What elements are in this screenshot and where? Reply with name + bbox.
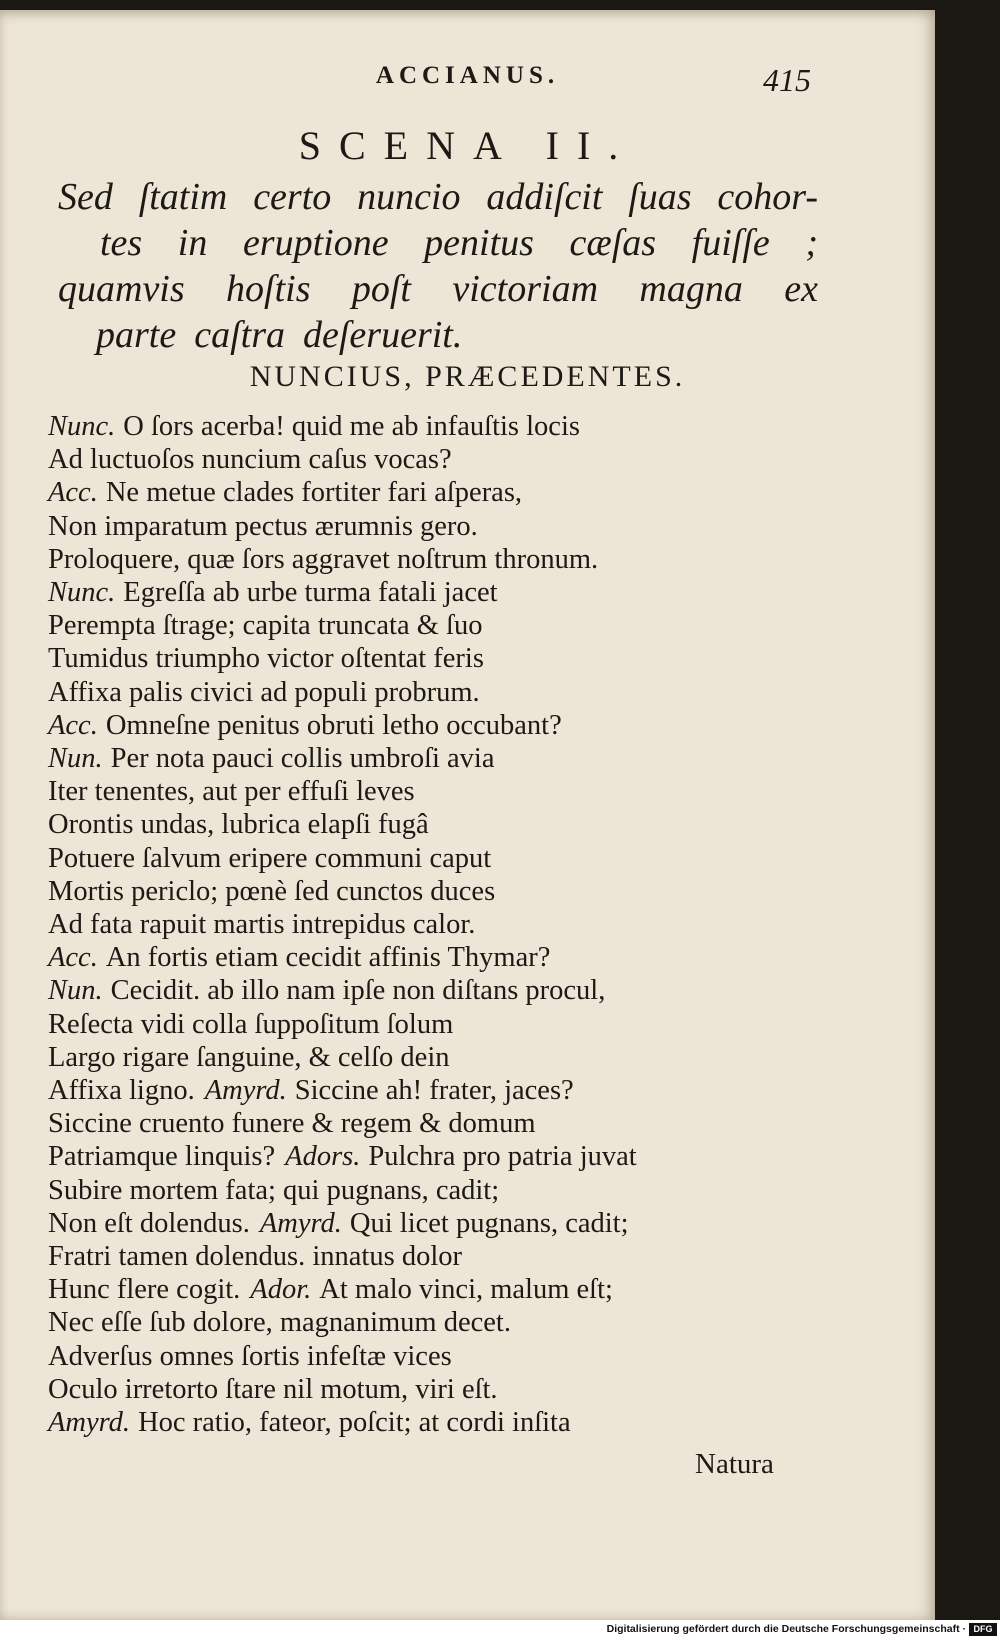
- argument-word: penitus: [424, 222, 534, 264]
- verse-text: Tumidus triumpho victor oſtentat feris: [48, 643, 484, 675]
- speaker-name: Adors.: [285, 1141, 361, 1173]
- verse-line: [48, 742, 848, 775]
- speaker-name: Amyrd.: [259, 1207, 342, 1239]
- verse-text: Ad fata rapuit martis intrepidus calor.: [48, 909, 476, 941]
- running-head: ACCIANUS.: [375, 62, 560, 89]
- speaker-name: Acc.: [48, 709, 98, 741]
- argument-line: [58, 174, 818, 220]
- speaker-name: Acc.: [48, 942, 98, 974]
- argument-word: caſtra: [194, 314, 285, 356]
- speaker-name: Amyrd.: [48, 1407, 131, 1439]
- verse-text: Pulchra pro patria juvat: [368, 1141, 637, 1173]
- scene-argument: [58, 174, 818, 358]
- digitization-footer: [0, 1620, 1000, 1640]
- argument-word: fuiſſe: [691, 222, 770, 264]
- speaker-name: Nun.: [48, 975, 103, 1007]
- verse-line: [48, 1273, 848, 1306]
- verse-text: Affixa palis civici ad populi probrum.: [48, 676, 480, 708]
- verse-line: [48, 609, 848, 642]
- argument-word: addiſcit: [486, 176, 603, 218]
- argument-word: ſtatim: [138, 176, 228, 218]
- verse-line: [48, 1406, 848, 1439]
- verse-text: Siccine cruento funere & regem & domum: [48, 1108, 536, 1140]
- verse-line: [48, 642, 848, 675]
- verse-line: [48, 1107, 848, 1140]
- verse-text: Siccine ah! frater, jaces?: [294, 1075, 574, 1107]
- verse-line: [48, 676, 848, 709]
- verse-line: [48, 1373, 848, 1406]
- argument-word: quamvis: [58, 268, 185, 310]
- speaker-name: Nunc.: [48, 411, 116, 442]
- footer-credit: Digitalisierung gefördert durch die Deutsche Forschungsgemeinschaft ·: [606, 1623, 966, 1635]
- verse-block: [48, 410, 848, 1439]
- argument-word: in: [177, 222, 208, 264]
- verse-line: [48, 1240, 848, 1273]
- argument-word: eruptione: [242, 222, 389, 264]
- verse-text: Mortis periclo; pœnè ſed cunctos duces: [48, 875, 496, 907]
- verse-text: Ne metue clades fortiter fari aſperas,: [105, 477, 523, 509]
- argument-word: ſuas: [628, 176, 692, 218]
- dfg-logo-icon: DFG: [969, 1623, 997, 1636]
- page-number: 415: [763, 62, 811, 98]
- verse-text: Non imparatum pectus ærumnis gero.: [48, 510, 478, 542]
- verse-line: [48, 1207, 848, 1240]
- verse-text: Orontis undas, lubrica elapſi fugâ: [48, 809, 429, 841]
- catchword: Natura: [695, 1448, 774, 1480]
- verse-line: [48, 1140, 848, 1173]
- verse-text: O ſors acerba! quid me ab infauſtis locis: [123, 411, 580, 442]
- verse-text: Iter tenentes, aut per effuſi leves: [48, 776, 415, 808]
- verse-text: Patriamque linquis?: [48, 1141, 276, 1173]
- verse-line: [48, 510, 848, 543]
- argument-word: nuncio: [357, 176, 461, 218]
- speaker-name: Nunc.: [48, 577, 116, 609]
- speaker-name: Amyrd.: [204, 1075, 287, 1107]
- verse-line: [48, 875, 848, 908]
- verse-text: Qui licet pugnans, cadit;: [349, 1207, 629, 1239]
- verse-line: [48, 576, 848, 609]
- verse-line: [48, 543, 848, 576]
- verse-line: [48, 1340, 848, 1373]
- verse-line: [48, 443, 848, 476]
- argument-line: [58, 266, 818, 312]
- verse-line: [48, 775, 848, 808]
- argument-word: parte: [96, 314, 177, 356]
- argument-word: hoſtis: [226, 268, 311, 310]
- verse-text: Affixa ligno.: [48, 1075, 195, 1107]
- verse-line: [48, 974, 848, 1007]
- verse-line: [48, 1306, 848, 1339]
- scene-title: SCENA II.: [298, 123, 637, 168]
- argument-word: deſeruerit.: [303, 314, 463, 356]
- verse-text: Adverſus omnes ſortis infeſtæ vices: [48, 1340, 452, 1372]
- verse-line: [48, 941, 848, 974]
- argument-word: victoriam: [452, 268, 599, 310]
- speaker-name: Ador.: [250, 1274, 312, 1306]
- verse-text: Subire mortem fata; qui pugnans, cadit;: [48, 1174, 500, 1206]
- verse-text: Perempta ſtrage; capita truncata & ſuo: [48, 610, 483, 642]
- verse-text: Proloquere, quæ ſors aggravet noſtrum thronum.: [48, 543, 599, 575]
- verse-text: Nec eſſe ſub dolore, magnanimum decet.: [48, 1307, 511, 1339]
- verse-line: [48, 476, 848, 509]
- verse-text: Cecidit. ab illo nam ipſe non diſtans procul,: [110, 975, 606, 1007]
- argument-word: magna: [639, 268, 743, 310]
- verse-text: An fortis etiam cecidit affinis Thymar?: [105, 942, 551, 974]
- verse-line: [48, 842, 848, 875]
- verse-text: Fratri tamen dolendus. innatus dolor: [48, 1241, 462, 1273]
- argument-line: [58, 312, 818, 358]
- verse-text: At malo vinci, malum eſt;: [319, 1274, 613, 1306]
- verse-text: Potuere ſalvum eripere communi caput: [48, 842, 492, 874]
- verse-text: Ad luctuoſos nuncium caſus vocas?: [48, 444, 452, 476]
- argument-word: tes: [100, 222, 143, 264]
- speaker-name: Nun.: [48, 743, 103, 775]
- verse-text: Hunc flere cogit.: [48, 1274, 241, 1306]
- argument-word: cohor-: [717, 176, 818, 218]
- verse-line: [48, 1008, 848, 1041]
- verse-line: [48, 1174, 848, 1207]
- argument-word: ;: [805, 222, 818, 264]
- verse-text: Omneſne penitus obruti letho occubant?: [105, 709, 562, 741]
- verse-text: Oculo irretorto ſtare nil motum, viri eſt.: [48, 1373, 498, 1405]
- verse-text: Hoc ratio, fateor, poſcit; at cordi inſita: [138, 1407, 571, 1439]
- verse-text: Per nota pauci collis umbroſi avia: [110, 743, 495, 775]
- argument-word: cæſas: [569, 222, 657, 264]
- verse-text: Largo rigare ſanguine, & celſo dein: [48, 1041, 450, 1073]
- verse-line: [48, 808, 848, 841]
- verse-line: [48, 709, 848, 742]
- verse-line: [48, 1041, 848, 1074]
- verse-text: Reſecta vidi colla ſuppoſitum ſolum: [48, 1008, 454, 1040]
- verse-text: Non eſt dolendus.: [48, 1207, 250, 1239]
- argument-word: Sed: [58, 176, 113, 218]
- argument-word: ex: [784, 268, 818, 310]
- verse-line: [48, 908, 848, 941]
- verse-line: [48, 410, 848, 443]
- speaker-name: Acc.: [48, 477, 98, 509]
- dramatis-personae: NUNCIUS, PRÆCEDENTES.: [249, 360, 686, 393]
- verse-line: [48, 1074, 848, 1107]
- book-page: [0, 10, 935, 1620]
- verse-text: Egreſſa ab urbe turma fatali jacet: [123, 577, 498, 609]
- argument-word: poſt: [351, 268, 411, 310]
- argument-word: certo: [253, 176, 332, 218]
- argument-line: [58, 220, 818, 266]
